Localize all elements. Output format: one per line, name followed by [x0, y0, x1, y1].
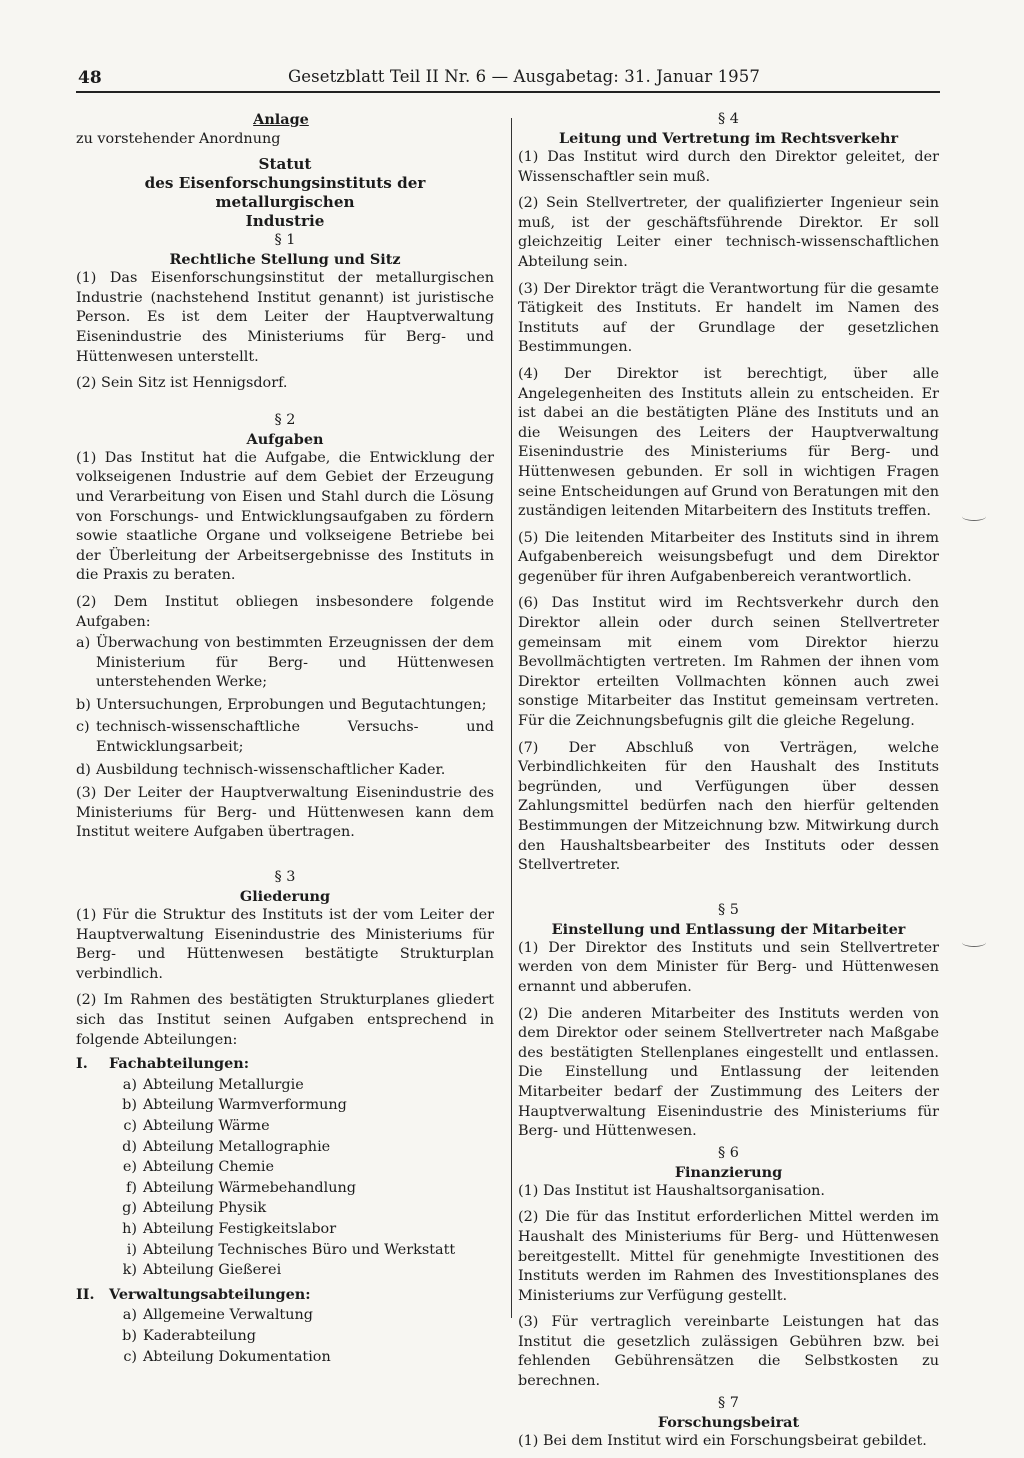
section-number: § 1 — [274, 232, 296, 249]
paragraph: (3) Für vertraglich vereinbarte Leistungen hat das Institut die gesetzlich zulässigen Gebühren bzw. bei fehlenden Gebührensätzen die Selbstkosten zu berechnen. — [518, 1314, 939, 1390]
list-item — [76, 1306, 494, 1326]
paragraph: (2) Die für das Institut erforderlichen Mittel werden im Haushalt des Ministeriums für Berg- und Hüttenwesen bereitgestellt. Mittel für genehmigte Investitionen des Instituts werden im Rahmen des Investitionsplanes des Ministeriums zur Verfügung gestellt. — [518, 1209, 939, 1304]
list-item — [76, 1158, 494, 1178]
group-heading — [76, 1285, 494, 1305]
section-title: Einstellung und Entlassung der Mitarbeiter — [551, 920, 906, 938]
section-number: § 3 — [274, 869, 296, 886]
list-marker: a) — [122, 1307, 137, 1324]
list-text: Abteilung Wärmebehandlung — [143, 1179, 356, 1196]
list-text: Abteilung Metallurgie — [143, 1076, 304, 1093]
paragraph: (1) Das Eisenforschungsinstitut der metallurgischen Industrie (nachstehend Institut genannt) ist juristische Person. Es ist dem Leiter der Hauptverwaltung Eisenindustrie des Ministeriums für Berg- und Hüttenwesen unterstellt. — [76, 270, 494, 365]
anlage-heading: Anlage — [253, 111, 309, 128]
list-text: Abteilung Warmverformung — [143, 1097, 347, 1114]
list-item — [76, 1138, 494, 1158]
list-text: Kaderabteilung — [143, 1327, 256, 1344]
paragraph: (1) Der Direktor des Instituts und sein Stellvertreter werden von dem Minister für Berg- und Hüttenwesen ernannt und abberufen. — [518, 939, 939, 995]
paragraph: (3) Der Direktor trägt die Verantwortung für die gesamte Tätigkeit des Instituts. Er handelt im Namen des Instituts auf der Grundlage der gesetzlichen Bestimmungen. — [518, 280, 939, 356]
paragraph: (1) Das Institut hat die Aufgabe, die Entwicklung der volkseigenen Industrie auf dem Gebiet der Erzeugung und Verarbeitung von Eisen und Stahl durch die Lösung von Forschungs- und Entwicklungsaufgaben zu fördern sowie staatliche Organe und volkseigene Betriebe bei der Überleitung der Arbeitsergebnisse des Instituts in die Praxis zu beraten. — [76, 449, 494, 584]
paragraph: (2) Sein Stellvertreter, der qualifizierter Ingenieur sein muß, ist der geschäftsführende Direktor. Er soll gleichzeitig Leiter einer technisch-wissenschaftlichen Abteilung sein. — [518, 195, 939, 270]
list-marker: c) — [123, 1117, 137, 1134]
column-divider — [511, 118, 512, 1318]
section-title: Forschungsbeirat — [657, 1413, 800, 1431]
section-number: § 6 — [718, 1144, 739, 1161]
group-marker: I. — [76, 1055, 88, 1073]
section-number: § 5 — [718, 901, 739, 918]
list-text: Überwachung von bestimmten Erzeugnissen der dem Ministerium für Berg- und Hüttenwesen unterstehenden Werke; — [96, 635, 494, 691]
list-marker: i) — [126, 1241, 137, 1258]
list-marker: c) — [123, 1348, 137, 1365]
paragraph: (5) Die leitenden Mitarbeiter des Instituts sind in ihrem Aufgabenbereich weisungsbefugt und dem Direktor gegenüber für ihren Aufgabenbereich verantwortlich. — [518, 529, 939, 585]
list-text: Abteilung Chemie — [143, 1159, 274, 1176]
list-item — [76, 1199, 494, 1219]
list-text: Abteilung Festigkeitslabor — [143, 1220, 337, 1237]
list-text: Ausbildung technisch-wissenschaftlicher Kader. — [96, 761, 446, 778]
list-item — [76, 1327, 494, 1347]
section-title: Aufgaben — [246, 430, 324, 448]
list-marker: d) — [76, 761, 91, 778]
paragraph: (2) Im Rahmen des bestätigten Strukturplanes gliedert sich das Institut seinen Aufgaben entsprechend in folgende Abteilungen: — [76, 992, 494, 1048]
list-text: Abteilung Physik — [143, 1200, 267, 1217]
paragraph: (2) Dem Institut obliegen insbesondere folgende Aufgaben: — [76, 593, 494, 630]
list-text: Abteilung Metallographie — [143, 1138, 331, 1155]
section-title: Gliederung — [239, 888, 331, 906]
section-title: Rechtliche Stellung und Sitz — [169, 251, 401, 269]
list-marker: d) — [122, 1138, 137, 1155]
section-title: Leitung und Vertretung im Rechtsverkehr — [558, 130, 899, 147]
list-marker: a) — [122, 1076, 137, 1093]
margin-mark — [962, 512, 986, 521]
list-marker: a) — [76, 635, 91, 652]
paragraph: (1) Bei dem Institut wird ein Forschungsbeirat gebildet. — [518, 1432, 927, 1449]
list-item — [76, 1117, 494, 1137]
statut-title: Statut — [258, 155, 312, 174]
paragraph: (2) Die anderen Mitarbeiter des Instituts werden von dem Direktor oder seinem Stellvertreter nach Maßgabe des bestätigten Stellenplanes eingestellt und entlassen. Die Einstellung und Entlassung der leitenden Mitarbeiter bedarf der Zustimmung des Leiters der Hauptverwaltung Eisenindustrie des Ministeriums für Berg- und Hüttenwesen. — [518, 1005, 939, 1140]
section-number: § 4 — [718, 111, 739, 127]
list-text: Abteilung Technisches Büro und Werkstatt — [143, 1241, 456, 1258]
paragraph: (1) Das Institut ist Haushaltsorganisation. — [518, 1182, 825, 1199]
left-column — [76, 110, 494, 1368]
statut-title-line3: Industrie — [245, 212, 325, 231]
list-text: Abteilung Wärme — [143, 1117, 270, 1134]
list-item — [76, 696, 494, 716]
group-label: Verwaltungsabteilungen: — [109, 1285, 311, 1303]
section-number: § 7 — [718, 1394, 739, 1411]
list-marker: b) — [122, 1097, 137, 1114]
list-marker: k) — [122, 1262, 137, 1279]
list-item — [76, 718, 494, 757]
list-item — [76, 761, 494, 781]
list-text: Abteilung Dokumentation — [143, 1348, 331, 1365]
paragraph: (7) Der Abschluß von Verträgen, welche Verbindlichkeiten für den Haushalt des Instituts begründen, und Verfügungen über dessen Zahlungsmittel bedürfen nach den hierfür geltenden Bestimmungen der Mitzeichnung bzw. Mitwirkung durch den Haushaltsbearbeiter des Instituts oder dessen Stellvertreter. — [518, 739, 939, 874]
list-marker: b) — [76, 696, 91, 713]
section-title: Finanzierung — [674, 1163, 783, 1181]
margin-mark — [962, 938, 986, 947]
list-item — [76, 1348, 494, 1368]
list-item — [76, 1241, 494, 1261]
paragraph: (1) Für die Struktur des Instituts ist der vom Leiter der Hauptverwaltung Eisenindustrie des Ministeriums für Berg- und Hüttenwesen bestätigte Strukturplan verbindlich. — [76, 907, 494, 982]
group-heading — [76, 1054, 494, 1074]
header-title: Gesetzblatt Teil II Nr. 6 — Ausgabetag: 31. Januar 1957 — [288, 67, 760, 86]
group-label: Fachabteilungen: — [109, 1055, 250, 1073]
list-item — [76, 1076, 494, 1096]
paragraph: (2) Sein Sitz ist Hennigsdorf. — [76, 375, 288, 392]
paragraph: (1) Das Institut wird durch den Direktor geleitet, der Wissenschaftler sein muß. — [518, 149, 939, 185]
section-number: § 2 — [274, 411, 296, 428]
list-item — [76, 1096, 494, 1116]
group-marker: II. — [76, 1285, 95, 1303]
anlage-subtitle: zu vorstehender Anordnung — [76, 130, 281, 147]
list-text: Untersuchungen, Erprobungen und Begutachtungen; — [96, 696, 487, 713]
list-item — [76, 1179, 494, 1199]
list-marker: f) — [126, 1179, 137, 1196]
list-text: technisch-wissenschaftliche Versuchs- und Entwicklungsarbeit; — [96, 719, 494, 756]
list-text: Allgemeine Verwaltung — [143, 1307, 313, 1324]
right-column — [518, 110, 939, 1458]
list-marker: g) — [122, 1200, 137, 1217]
list-marker: h) — [122, 1220, 137, 1237]
paragraph: (6) Das Institut wird im Rechtsverkehr durch den Direktor allein oder durch seinen Stellvertreter gemeinsam mit einem vom Direktor hierzu Bevollmächtigten vertreten. Im Rahmen der ihnen vom Direktor erteilten Vollmachten können auch zwei sonstige Mitarbeiter das Institut gemeinsam vertreten. Für die Zeichnungsbefugnis gilt die gleiche Regelung. — [518, 595, 939, 730]
paragraph: (4) Der Direktor ist berechtigt, über alle Angelegenheiten des Instituts allein zu entscheiden. Er ist dabei an die bestätigten Pläne des Instituts und an die Weisungen des Leiters der Hauptverwaltung Eisenindustrie des Ministeriums für Berg- und Hüttenwesen gebunden. Er soll in wichtigen Fragen seine Entscheidungen auf Grund von Beratungen mit den zuständigen leitenden Mitarbeitern des Instituts treffen. — [518, 365, 939, 520]
list-text: Abteilung Gießerei — [143, 1262, 282, 1279]
list-marker: c) — [76, 719, 90, 736]
page-number: 48 — [78, 68, 102, 88]
list-item — [76, 634, 494, 693]
list-item — [76, 1261, 494, 1281]
list-marker: b) — [122, 1327, 137, 1344]
list-marker: e) — [122, 1159, 137, 1176]
list-item — [76, 1220, 494, 1240]
paragraph: (3) Der Leiter der Hauptverwaltung Eisenindustrie des Ministeriums für Berg- und Hüttenwesen kann dem Institut weitere Aufgaben übertragen. — [76, 785, 494, 841]
header-rule — [76, 91, 940, 93]
statut-title-line2: des Eisenforschungsinstituts der metallurgischen — [144, 174, 426, 212]
